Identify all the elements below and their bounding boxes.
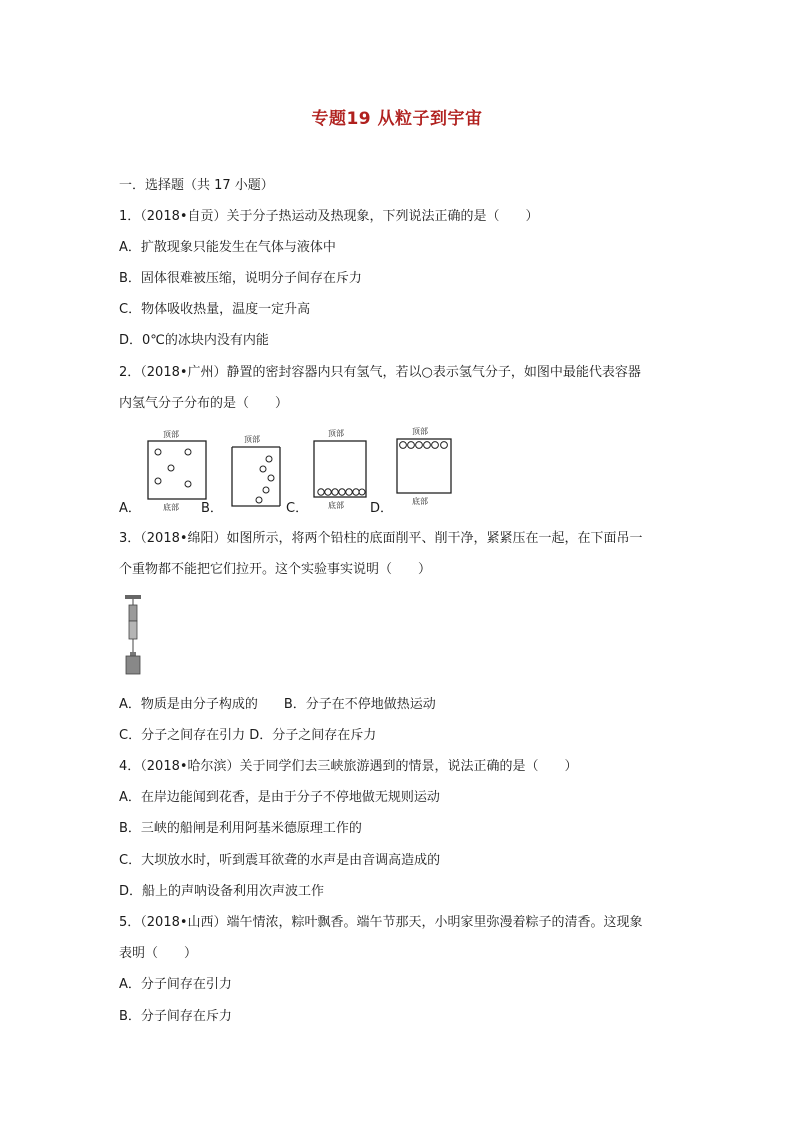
q3-stem-line1: 3．（2018•绵阳）如图所示，将两个铅柱的底面削平、削干净，紧紧压在一起，在下面吊一: [119, 531, 643, 546]
section-heading: 一．选择题（共 17 小题）: [119, 178, 274, 193]
figure-b-top-label: 顶部: [244, 435, 260, 444]
figure-d-top-label: 顶部: [412, 427, 428, 436]
q1-option-a: A．扩散现象只能发生在气体与液体中: [119, 240, 336, 255]
document-title: 专题19 从粒子到宇宙: [311, 109, 483, 129]
q3-stem-line2: 个重物都不能把它们拉开。这个实验事实说明（ ）: [119, 562, 432, 577]
q4-option-c: C．大坝放水时，听到震耳欲聋的水声是由音调高造成的: [119, 853, 441, 868]
q5-stem-line2: 表明（ ）: [119, 946, 198, 961]
figure-a-bottom-label: 底部: [163, 503, 179, 512]
q2-option-a-label: A．: [119, 501, 141, 516]
q2-stem-line1: 2．（2018•广州）静置的密封容器内只有氢气，若以○表示氢气分子，如图中最能代表容器: [119, 365, 641, 380]
q4-stem: 4．（2018•哈尔滨）关于同学们去三峡旅游遇到的情景，说法正确的是（ ）: [119, 759, 578, 774]
q1-stem: 1．（2018•自贡）关于分子热运动及热现象，下列说法正确的是（ ）: [119, 209, 539, 224]
q3-options-ab: A．物质是由分子构成的 B．分子在不停地做热运动: [119, 697, 436, 712]
q3-lead-cylinder-figure: [122, 592, 146, 682]
q1-option-b: B．固体很难被压缩，说明分子间存在斥力: [119, 271, 362, 286]
q5-stem-line1: 5．（2018•山西）端午情浓，粽叶飘香。端午节那天，小明家里弥漫着粽子的清香。这现象: [119, 915, 643, 930]
figure-d-bottom-label: 底部: [412, 497, 428, 506]
q2-stem-line2: 内氢气分子分布的是（ ）: [119, 396, 289, 411]
figure-c-top-label: 顶部: [328, 429, 344, 438]
q3-options-cd: C．分子之间存在引力 D．分子之间存在斥力: [119, 728, 377, 743]
q4-option-b: B．三峡的船闸是利用阿基米德原理工作的: [119, 821, 362, 836]
q2-option-c-label: C．: [286, 501, 309, 516]
q2-figure-d: [390, 426, 462, 510]
q1-option-d: D．0℃的冰块内没有内能: [119, 333, 269, 348]
figure-a-top-label: 顶部: [163, 430, 179, 439]
figure-c-bottom-label: 底部: [328, 501, 344, 510]
q2-figure-a: [140, 428, 220, 512]
q5-option-a: A．分子间存在引力: [119, 977, 232, 992]
q4-option-a: A．在岸边能闻到花香，是由于分子不停地做无规则运动: [119, 790, 440, 805]
q2-figure-c: [306, 428, 376, 512]
q2-option-d-label: D．: [370, 501, 394, 516]
q2-option-b-label: B．: [201, 501, 223, 516]
q1-option-c: C．物体吸收热量，温度一定升高: [119, 302, 311, 317]
q4-option-d: D．船上的声呐设备利用次声波工作: [119, 884, 325, 899]
q2-figure-b: [224, 434, 296, 514]
q5-option-b: B．分子间存在斥力: [119, 1009, 232, 1024]
